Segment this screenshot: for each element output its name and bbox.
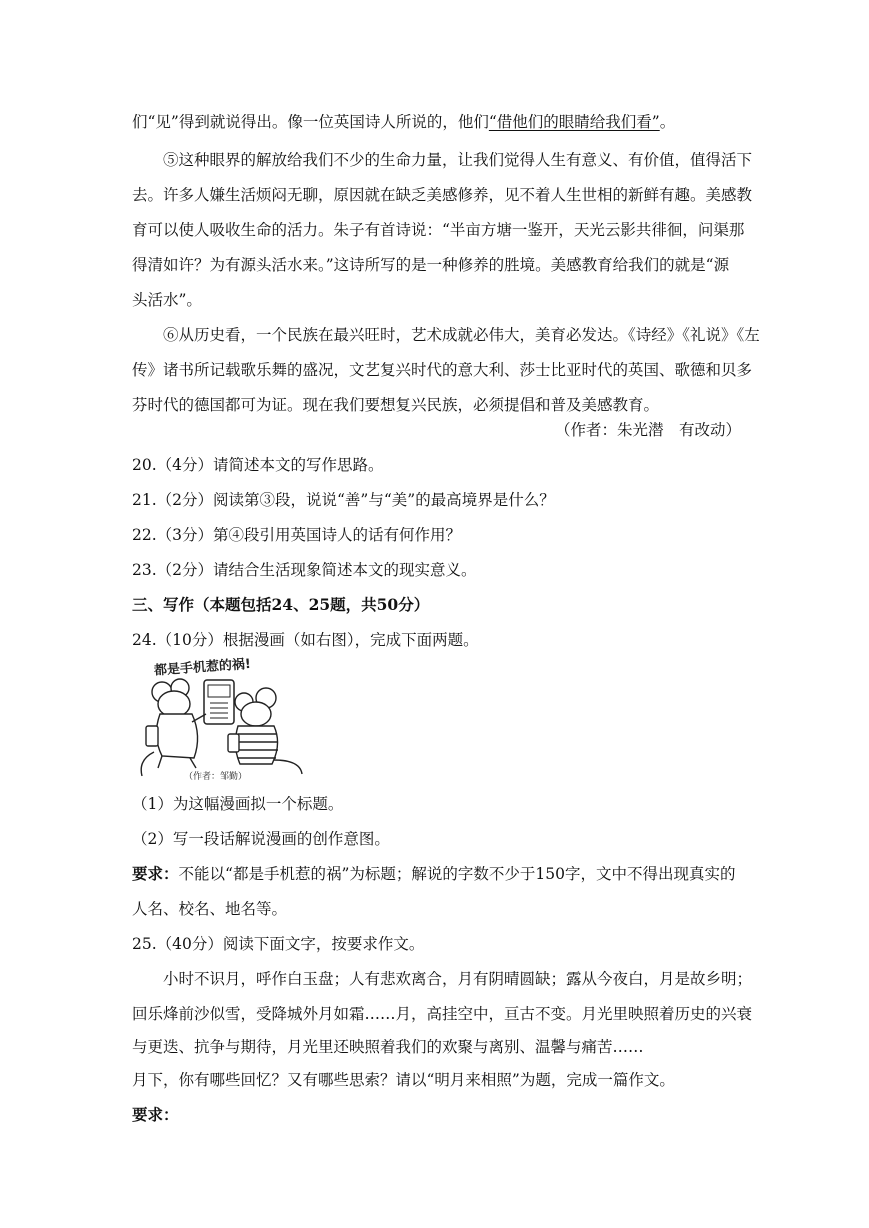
cartoon-headline: 都是手机惹的祸! bbox=[153, 656, 252, 679]
paragraph-5-line-3: 育可以使人吸收生命的活力。朱子有首诗说：“半亩方塘一鉴开，天光云影共徘徊，问渠那 bbox=[132, 221, 745, 239]
cartoon-caption: （作者：邹勤） bbox=[184, 772, 248, 782]
question-24: 24.（10分）根据漫画（如右图），完成下面两题。 bbox=[132, 631, 479, 649]
q25-text-line-3: 与更迭、抗争与期待，月光里还映照着我们的欢聚与离别、温馨与痛苦…… bbox=[132, 1038, 644, 1056]
q25-text-line-1: 小时不识月，呼作白玉盘；人有悲欢离合，月有阴晴圆缺；露从今夜白，月是故乡明； bbox=[163, 970, 753, 988]
paragraph-4-tail bbox=[132, 112, 742, 132]
right-mouse-icon bbox=[228, 688, 302, 774]
paragraph-5-line-2: 去。许多人嫌生活烦闷无聊，原因就在缺乏美感修养，见不着人生世相的新鲜有趣。美感教 bbox=[132, 186, 753, 204]
final-requirement-label: 要求： bbox=[132, 1105, 179, 1124]
requirement-line-2: 人名、校名、地名等。 bbox=[132, 900, 288, 918]
question-20: 20.（4分）请简述本文的写作思路。 bbox=[132, 456, 384, 474]
paragraph-6-line-3: 芬时代的德国都可为证。现在我们要想复兴民族，必须提倡和普及美感教育。 bbox=[132, 396, 660, 414]
underlined-quote: “借他们的眼睛给我们看” bbox=[488, 113, 660, 131]
question-22: 22.（3分）第④段引用英国诗人的话有何作用？ bbox=[132, 526, 462, 544]
question-24-part-2: （2）写一段话解说漫画的创作意图。 bbox=[132, 830, 390, 848]
author-credit: （作者：朱光潜 有改动） bbox=[554, 421, 741, 439]
cartoon-image bbox=[132, 656, 310, 782]
question-21: 21.（2分）阅读第③段，说说“善”与“美”的最高境界是什么？ bbox=[132, 491, 555, 509]
question-25: 25.（40分）阅读下面文字，按要求作文。 bbox=[132, 935, 425, 953]
paragraph-5-line-1: ⑤这种眼界的解放给我们不少的生命力量，让我们觉得人生有意义、有价值，值得活下 bbox=[163, 151, 753, 169]
question-24-part-1: （1）为这幅漫画拟一个标题。 bbox=[132, 795, 344, 813]
phone-sign-icon bbox=[204, 680, 234, 724]
paragraph-6-line-1: ⑥从历史看，一个民族在最兴旺时，艺术成就必伟大，美育必发达。《诗经》《礼说》《左 bbox=[163, 326, 760, 344]
q25-text-line-2: 回乐烽前沙似雪，受降城外月如霜……月，高挂空中，亘古不变。月光里映照着历史的兴衰 bbox=[132, 1005, 753, 1023]
question-23: 23.（2分）请结合生活现象简述本文的现实意义。 bbox=[132, 561, 477, 579]
q25-text-line-4: 月下，你有哪些回忆？又有哪些思索？请以“明月来相照”为题，完成一篇作文。 bbox=[132, 1071, 675, 1089]
requirement-text: 不能以“都是手机惹的祸”为标题；解说的字数不少于150字，文中不得出现真实的 bbox=[178, 865, 736, 883]
paragraph-5-line-5: 头活水”。 bbox=[132, 291, 202, 309]
paragraph-5-line-4: 得清如许？为有源头活水来。”这诗所写的是一种修养的胜境。美感教育给我们的就是“源 bbox=[132, 256, 730, 274]
p4-text: 们“见”得到就说得出。像一位英国诗人所说的，他们 bbox=[132, 113, 489, 131]
requirement-line-1 bbox=[132, 864, 742, 884]
requirement-label: 要求： bbox=[132, 864, 179, 883]
section-title-writing: 三、写作（本题包括24、25题，共50分） bbox=[132, 595, 430, 614]
p4-period: 。 bbox=[659, 113, 676, 131]
left-mouse-icon bbox=[141, 679, 206, 776]
paragraph-6-line-2: 传》诸书所记载歌乐舞的盛况，文艺复兴时代的意大利、莎士比亚时代的英国、歌德和贝多 bbox=[132, 361, 753, 379]
